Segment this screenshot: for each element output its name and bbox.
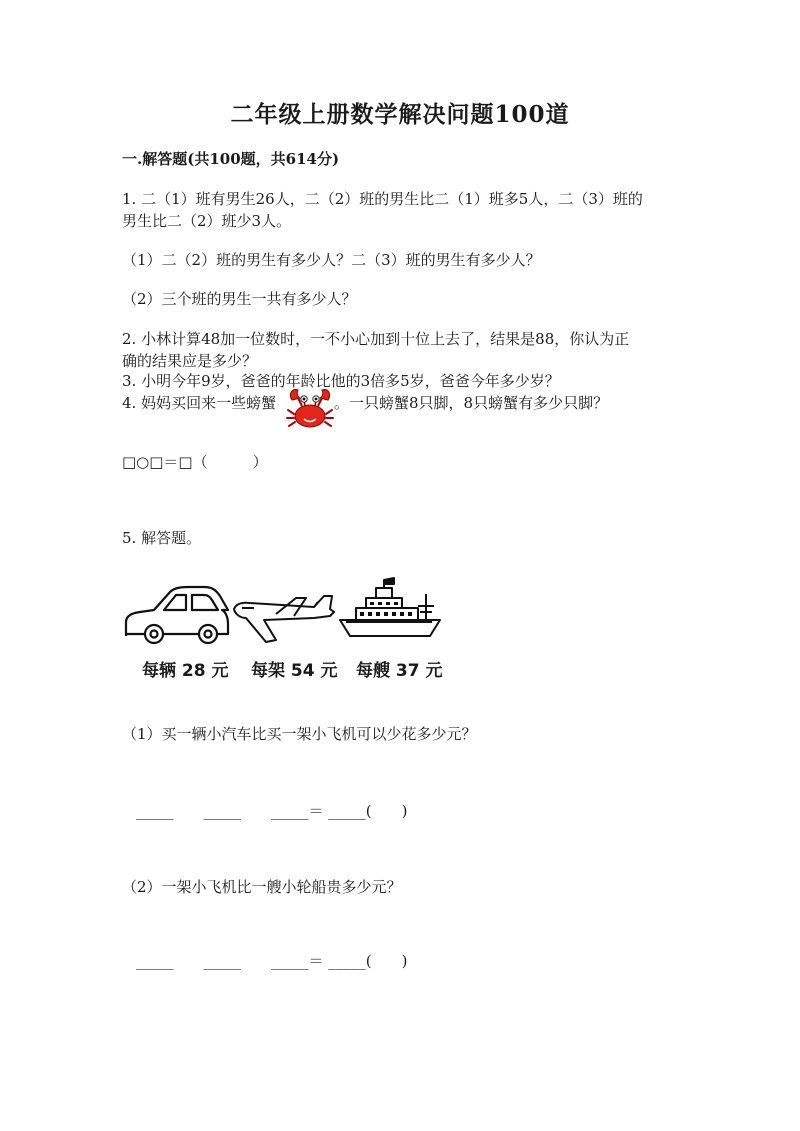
q4-line-start: 4. 妈妈买回来一些螃蟹 xyxy=(122,394,277,412)
answer-blank-line-2[interactable]: _____ _____ _____＝ _____( ) xyxy=(136,952,408,970)
crab-icon xyxy=(286,386,334,432)
answer-blank-line-1[interactable]: _____ _____ _____＝ _____( ) xyxy=(136,802,408,820)
q3-line: 3. 小明今年9岁，爸爸的年龄比他的3倍多5岁，爸爸今年多少岁？ xyxy=(122,372,560,390)
q1-line-1: 1. 二（1）班有男生26人，二（2）班的男生比二（1）班多5人，二（3）班的 xyxy=(122,190,643,208)
q2-line-1: 2. 小林计算48加一位数时，一不小心加到十位上去了，结果是88，你认为正 xyxy=(122,330,630,348)
q4-line-end: 。一只螃蟹8只脚，8只螃蟹有多少只脚？ xyxy=(334,394,609,412)
q4-equation: □○□＝□（ ） xyxy=(122,453,268,471)
section-heading: 一.解答题(共100题，共614分) xyxy=(122,150,340,168)
car-icon xyxy=(126,587,228,643)
ship-icon xyxy=(340,578,440,636)
ship-price-label: 每艘 37 元 xyxy=(356,661,443,681)
q5-title: 5. 解答题。 xyxy=(122,529,202,547)
q5-sub-1: （1）买一辆小汽车比买一架小飞机可以少花多少元？ xyxy=(122,725,477,743)
q5-sub-2: （2）一架小飞机比一艘小轮船贵多少元？ xyxy=(122,878,402,896)
car-price-label: 每辆 28 元 xyxy=(142,661,229,681)
airplane-icon xyxy=(234,596,334,642)
q1-line-2: 男生比二（2）班少3人。 xyxy=(122,212,292,230)
airplane-price-label: 每架 54 元 xyxy=(251,661,338,681)
q1-sub-2: （2）三个班的男生一共有多少人？ xyxy=(122,290,357,308)
page-title: 二年级上册数学解决问题100道 xyxy=(230,101,570,128)
q1-sub-1: （1）二（2）班的男生有多少人？二（3）班的男生有多少人？ xyxy=(122,251,541,269)
q2-line-2: 确的结果应是多少？ xyxy=(122,352,258,370)
